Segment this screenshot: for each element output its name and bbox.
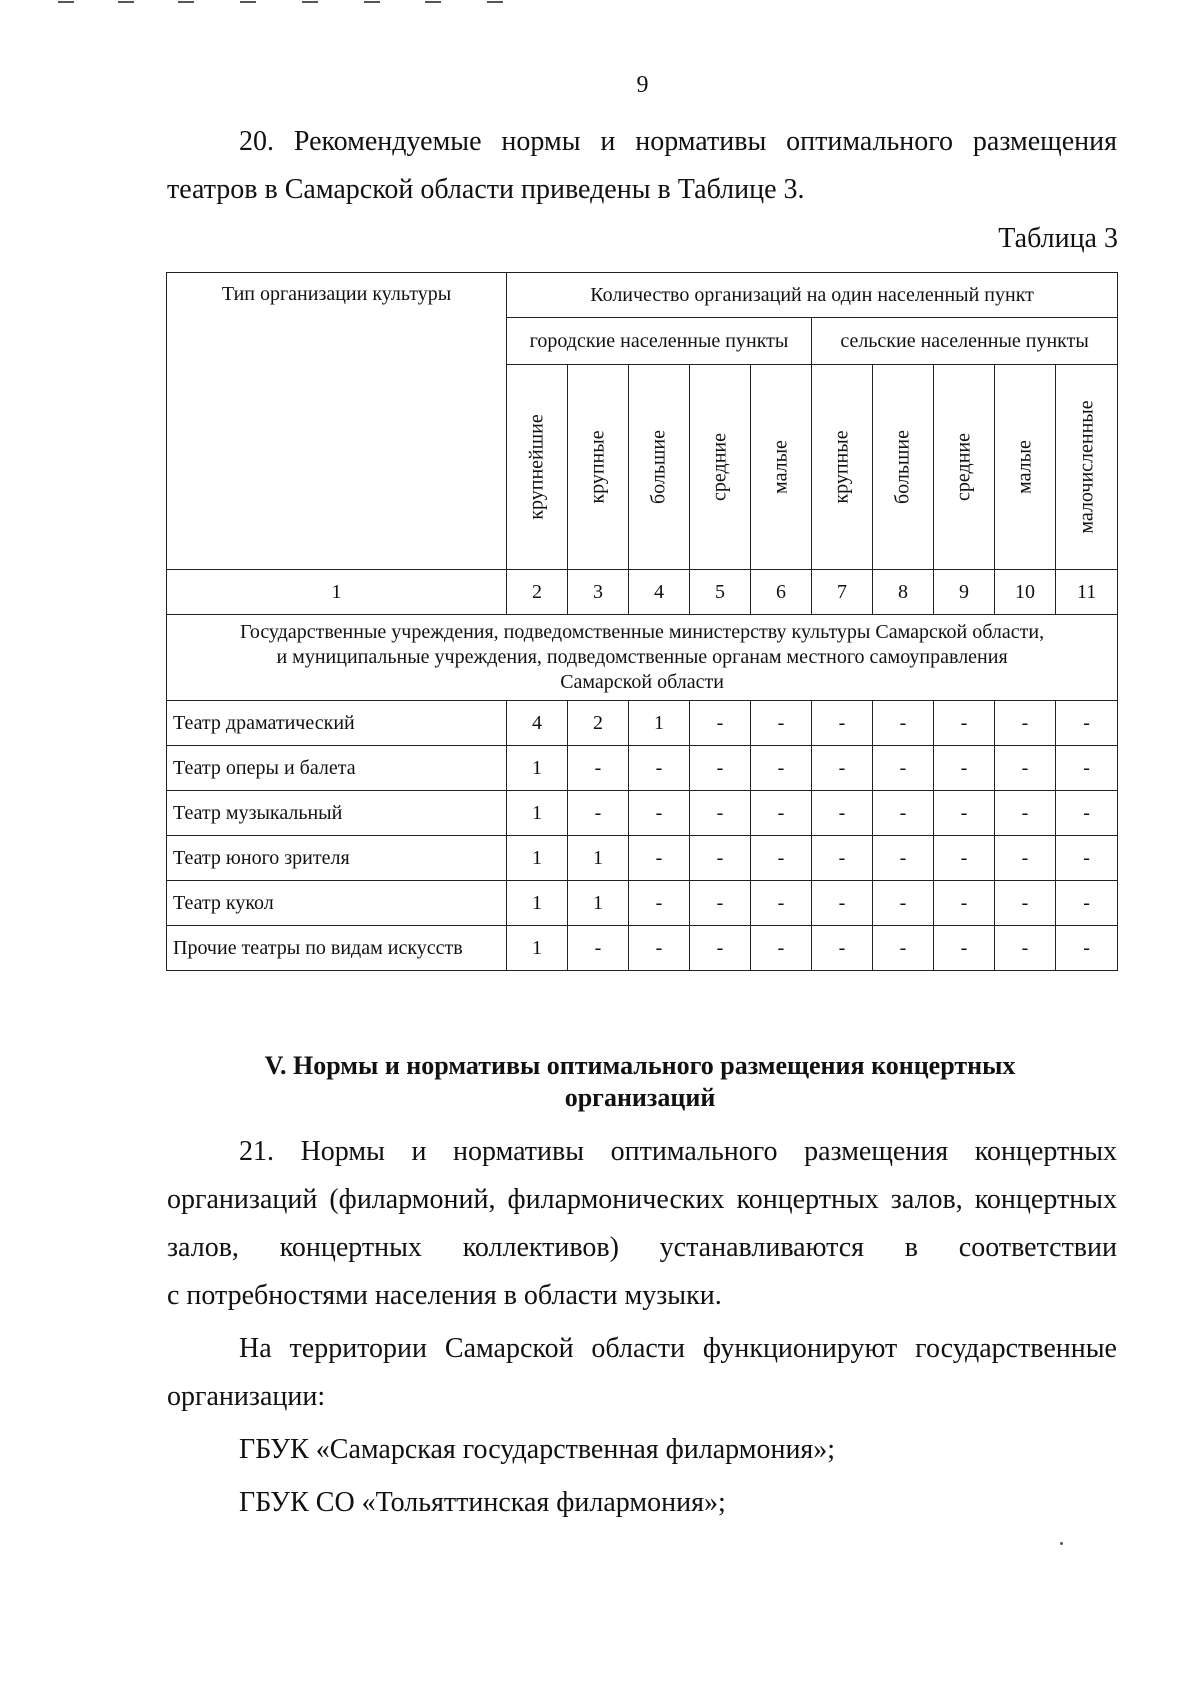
row-value: -	[812, 881, 873, 926]
row-value: -	[934, 881, 995, 926]
group-header	[167, 615, 1118, 701]
subcol-header-label: крупные	[586, 430, 609, 504]
col-number: 6	[751, 570, 812, 615]
row-value: -	[873, 746, 934, 791]
row-value: -	[629, 836, 690, 881]
row-value: -	[995, 881, 1056, 926]
subcol-header	[568, 365, 629, 570]
row-value: -	[629, 791, 690, 836]
row-value: 1	[568, 836, 629, 881]
p22-line-1: На территории Самарской области функционируют государственные	[239, 1333, 1117, 1364]
section-heading-line-1: V. Нормы и нормативы оптимального размещения концертных	[264, 1051, 1016, 1080]
row-value: -	[1056, 746, 1118, 791]
p22-line-2: организации:	[167, 1381, 326, 1412]
row-value: 1	[507, 926, 568, 971]
org-item-1: ГБУК «Самарская государственная филармония»;	[239, 1434, 836, 1465]
urban-header: городские населенные пункты	[507, 318, 812, 365]
row-value: -	[873, 791, 934, 836]
col-number: 11	[1056, 570, 1118, 615]
subcol-header	[751, 365, 812, 570]
org-item-2: ГБУК СО «Тольяттинская филармония»;	[239, 1487, 726, 1518]
row-value: -	[690, 701, 751, 746]
row-value: 1	[568, 881, 629, 926]
row-value: -	[934, 701, 995, 746]
section-heading	[160, 1050, 1120, 1114]
subcol-header	[812, 365, 873, 570]
col1-header: Тип организации культуры	[167, 273, 507, 570]
col-number: 5	[690, 570, 751, 615]
stray-dot	[1060, 1542, 1063, 1545]
row-value: -	[751, 701, 812, 746]
group-header-line-2: и муниципальные учреждения, подведомственные органам местного самоуправления	[276, 646, 1008, 668]
subcol-header	[507, 365, 568, 570]
row-value: -	[812, 746, 873, 791]
rural-header: сельские населенные пункты	[812, 318, 1118, 365]
page-number: 9	[636, 72, 649, 98]
row-value: -	[995, 701, 1056, 746]
main-header: Количество организаций на один населенный пункт	[507, 273, 1118, 318]
subcol-header-label: крупнейшие	[525, 414, 548, 520]
row-value: -	[751, 926, 812, 971]
row-value: -	[812, 701, 873, 746]
subcol-header	[629, 365, 690, 570]
subcol-header-label: крупные	[830, 430, 853, 504]
row-value: -	[934, 746, 995, 791]
p21-line-3: залов, концертных коллективов) устанавливаются в соответствии	[167, 1232, 1117, 1263]
subcol-header-label: средние	[952, 433, 975, 501]
p21-line-2: организаций (филармоний, филармонических концертных залов, концертных	[167, 1184, 1117, 1215]
subcol-header-label: малочисленные	[1075, 400, 1098, 534]
row-value: -	[934, 836, 995, 881]
row-value: -	[873, 881, 934, 926]
col-number: 7	[812, 570, 873, 615]
row-value: -	[690, 746, 751, 791]
row-value: -	[690, 791, 751, 836]
row-value: -	[751, 746, 812, 791]
p21-line-1: 21. Нормы и нормативы оптимального размещения концертных	[239, 1136, 1117, 1167]
row-value: -	[629, 881, 690, 926]
row-value: -	[751, 791, 812, 836]
section-heading-line-2: организаций	[564, 1083, 716, 1112]
subcol-header-label: большие	[647, 430, 670, 504]
row-label: Театр музыкальный	[167, 791, 507, 836]
row-value: 1	[629, 701, 690, 746]
group-header-line-3: Самарской области	[560, 671, 724, 693]
row-value: -	[751, 836, 812, 881]
row-value: -	[873, 701, 934, 746]
row-value: -	[812, 791, 873, 836]
row-value: -	[873, 836, 934, 881]
col-number: 3	[568, 570, 629, 615]
row-value: -	[1056, 926, 1118, 971]
row-value: -	[995, 836, 1056, 881]
p21-line-4: с потребностями населения в области музыки.	[167, 1280, 722, 1311]
row-label: Театр оперы и балета	[167, 746, 507, 791]
subcol-header-label: средние	[708, 433, 731, 501]
row-value: -	[934, 926, 995, 971]
row-label: Театр юного зрителя	[167, 836, 507, 881]
col-number: 1	[167, 570, 507, 615]
intro-line-1: 20. Рекомендуемые нормы и нормативы оптимального размещения	[239, 126, 1117, 157]
row-value: -	[568, 791, 629, 836]
subcol-header	[995, 365, 1056, 570]
row-value: -	[690, 926, 751, 971]
row-value: -	[568, 746, 629, 791]
table-row	[167, 881, 1118, 926]
table-row	[167, 836, 1118, 881]
row-value: -	[629, 926, 690, 971]
subcol-header	[934, 365, 995, 570]
row-label: Прочие театры по видам искусств	[167, 926, 507, 971]
theatre-norms-table	[166, 272, 1118, 971]
row-value: -	[812, 836, 873, 881]
subcol-header-label: малые	[1013, 440, 1036, 494]
intro-line-2: театров в Самарской области приведены в Таблице 3.	[167, 174, 805, 205]
row-value: -	[995, 926, 1056, 971]
subcol-header	[690, 365, 751, 570]
row-value: -	[995, 791, 1056, 836]
row-value: -	[1056, 881, 1118, 926]
col-number: 10	[995, 570, 1056, 615]
row-value: -	[690, 881, 751, 926]
row-value: -	[1056, 791, 1118, 836]
row-value: -	[812, 926, 873, 971]
subcol-header	[873, 365, 934, 570]
subcol-header-label: большие	[891, 430, 914, 504]
row-value: 4	[507, 701, 568, 746]
group-header-line-1: Государственные учреждения, подведомственные министерству культуры Самарской области,	[240, 621, 1045, 643]
table-row	[167, 791, 1118, 836]
row-value: -	[934, 791, 995, 836]
row-value: -	[629, 746, 690, 791]
row-value: 1	[507, 836, 568, 881]
table-row	[167, 701, 1118, 746]
row-value: -	[1056, 836, 1118, 881]
row-value: 1	[507, 791, 568, 836]
row-value: -	[568, 926, 629, 971]
subcol-header	[1056, 365, 1118, 570]
row-value: -	[995, 746, 1056, 791]
row-value: 1	[507, 881, 568, 926]
row-value: -	[1056, 701, 1118, 746]
row-value: -	[873, 926, 934, 971]
table-row	[167, 926, 1118, 971]
row-value: -	[690, 836, 751, 881]
col-number: 2	[507, 570, 568, 615]
table-caption: Таблица 3	[998, 223, 1118, 254]
col-number: 8	[873, 570, 934, 615]
col-number: 9	[934, 570, 995, 615]
row-label: Театр кукол	[167, 881, 507, 926]
col-number: 4	[629, 570, 690, 615]
table-row	[167, 746, 1118, 791]
row-value: 2	[568, 701, 629, 746]
row-value: -	[751, 881, 812, 926]
row-value: 1	[507, 746, 568, 791]
subcol-header-label: малые	[769, 440, 792, 494]
row-label: Театр драматический	[167, 701, 507, 746]
top-edge-dashes	[0, 0, 520, 6]
